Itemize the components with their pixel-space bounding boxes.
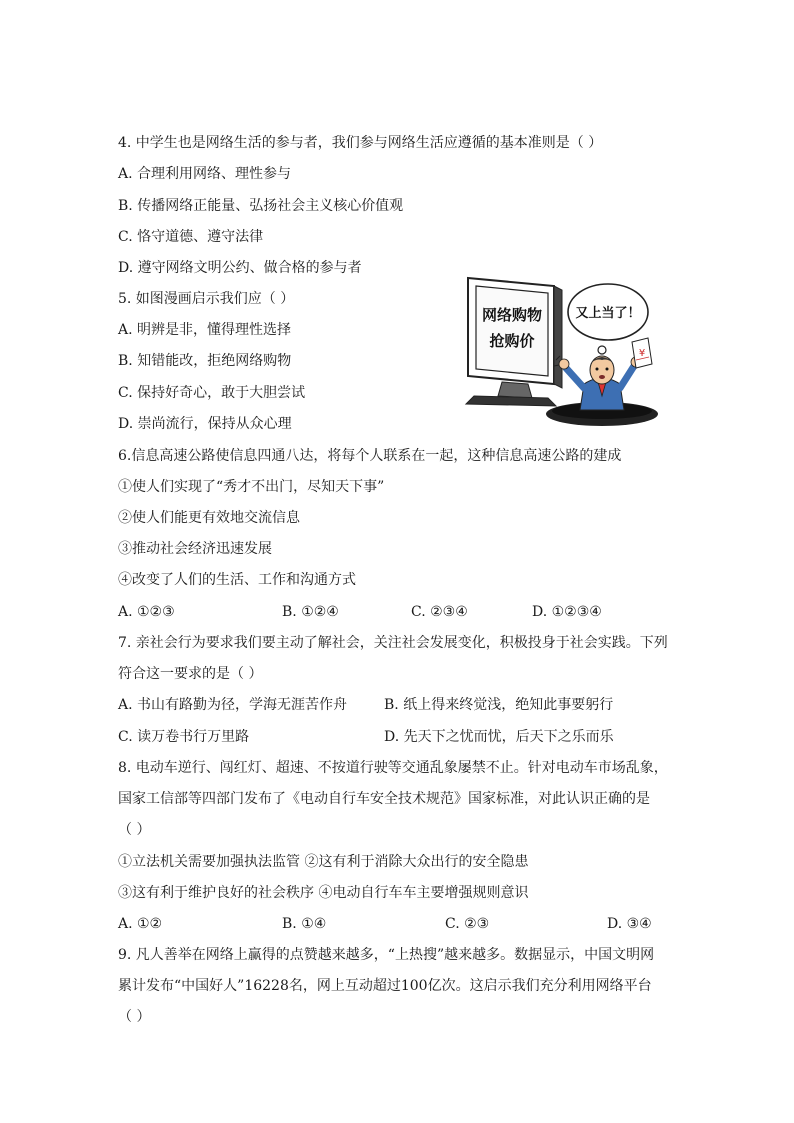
q7-stem-line-2: 符合这一要求的是（ ） [118,666,263,682]
q4-option-d: D. 遵守网络文明公约、做合格的参与者 [118,260,362,276]
q5-stem: 5. 如图漫画启示我们应（ ） [118,291,295,307]
q6-option-d: D. ①②③④ [532,604,602,620]
q6-stem: 6.信息高速公路使信息四通八达，将每个人联系在一起，这种信息高速公路的建成 [118,448,622,464]
q7-option-b: B. 纸上得来终觉浅，绝知此事要躬行 [384,697,614,713]
q9-stem-line-1: 9. 凡人善举在网络上赢得的点赞越来越多，“上热搜”越来越多。数据显示，中国文明网 [118,947,655,963]
q8-items-line-1: ①立法机关需要加强执法监管 ②这有利于消除大众出行的安全隐患 [118,854,529,870]
q7-option-c: C. 读万卷书行万里路 [118,729,250,745]
q9-stem-line-2: 累计发布“中国好人”16228名，网上互动超过100亿次。这启示我们充分利用网络平台 [118,978,652,994]
receipt-yen-text: ¥ [638,348,646,359]
q8-stem-line-1: 8. 电动车逆行、闯红灯、超速、不按道行驶等交通乱象屡禁不止。针对电动车市场乱象， [118,760,668,776]
q8-stem-line-2: 国家工信部等四部门发布了《电动自行车安全技术规范》国家标准，对此认识正确的是 [118,791,650,807]
bubble-text: 又上当了！ [575,306,641,321]
shopping-cartoon [462,272,662,432]
q6-item-1: ①使人们实现了“秀才不出门，尽知天下事” [118,479,385,495]
q8-option-a: A. ①② [118,916,163,932]
q5-option-d: D. 崇尚流行，保持从众心理 [118,416,292,432]
q9-stem-line-3: （ ） [118,1009,151,1025]
q4-option-c: C. 恪守道德、遵守法律 [118,229,264,245]
q8-items-line-2: ③这有利于维护良好的社会秩序 ④电动自行车车主要增强规则意识 [118,885,529,901]
q6-option-b: B. ①②④ [282,604,339,620]
q8-option-b: B. ①④ [282,916,327,932]
q5-option-b: B. 知错能改，拒绝网络购物 [118,353,292,369]
q5-option-c: C. 保持好奇心，敢于大胆尝试 [118,385,306,401]
q6-item-4: ④改变了人们的生活、工作和沟通方式 [118,572,356,588]
q5-option-a: A. 明辨是非，懂得理性选择 [118,322,292,338]
q6-option-c: C. ②③④ [411,604,468,620]
q4-option-a: A. 合理利用网络、理性参与 [118,166,292,182]
q8-option-d: D. ③④ [607,916,652,932]
falling-man-icon [554,356,641,410]
q7-option-d: D. 先天下之忧而忧，后天下之乐而乐 [384,729,614,745]
screen-text-sale-price: 抢购价 [489,332,535,350]
q8-option-c: C. ②③ [445,916,490,932]
q4-stem: 4. 中学生也是网络生活的参与者，我们参与网络生活应遵循的基本准则是（ ） [118,135,603,151]
q6-item-2: ②使人们能更有效地交流信息 [118,510,300,526]
q6-option-a: A. ①②③ [118,604,175,620]
screen-text-shopping: 网络购物 [481,306,543,324]
q7-option-a: A. 书山有路勤为径，学海无涯苦作舟 [118,697,348,713]
q6-item-3: ③推动社会经济迅速发展 [118,541,272,557]
q4-option-b: B. 传播网络正能量、弘扬社会主义核心价值观 [118,198,404,214]
q7-stem-line-1: 7. 亲社会行为要求我们要主动了解社会，关注社会发展变化，积极投身于社会实践。下列 [118,635,668,651]
q8-stem-line-3: （ ） [118,822,151,838]
